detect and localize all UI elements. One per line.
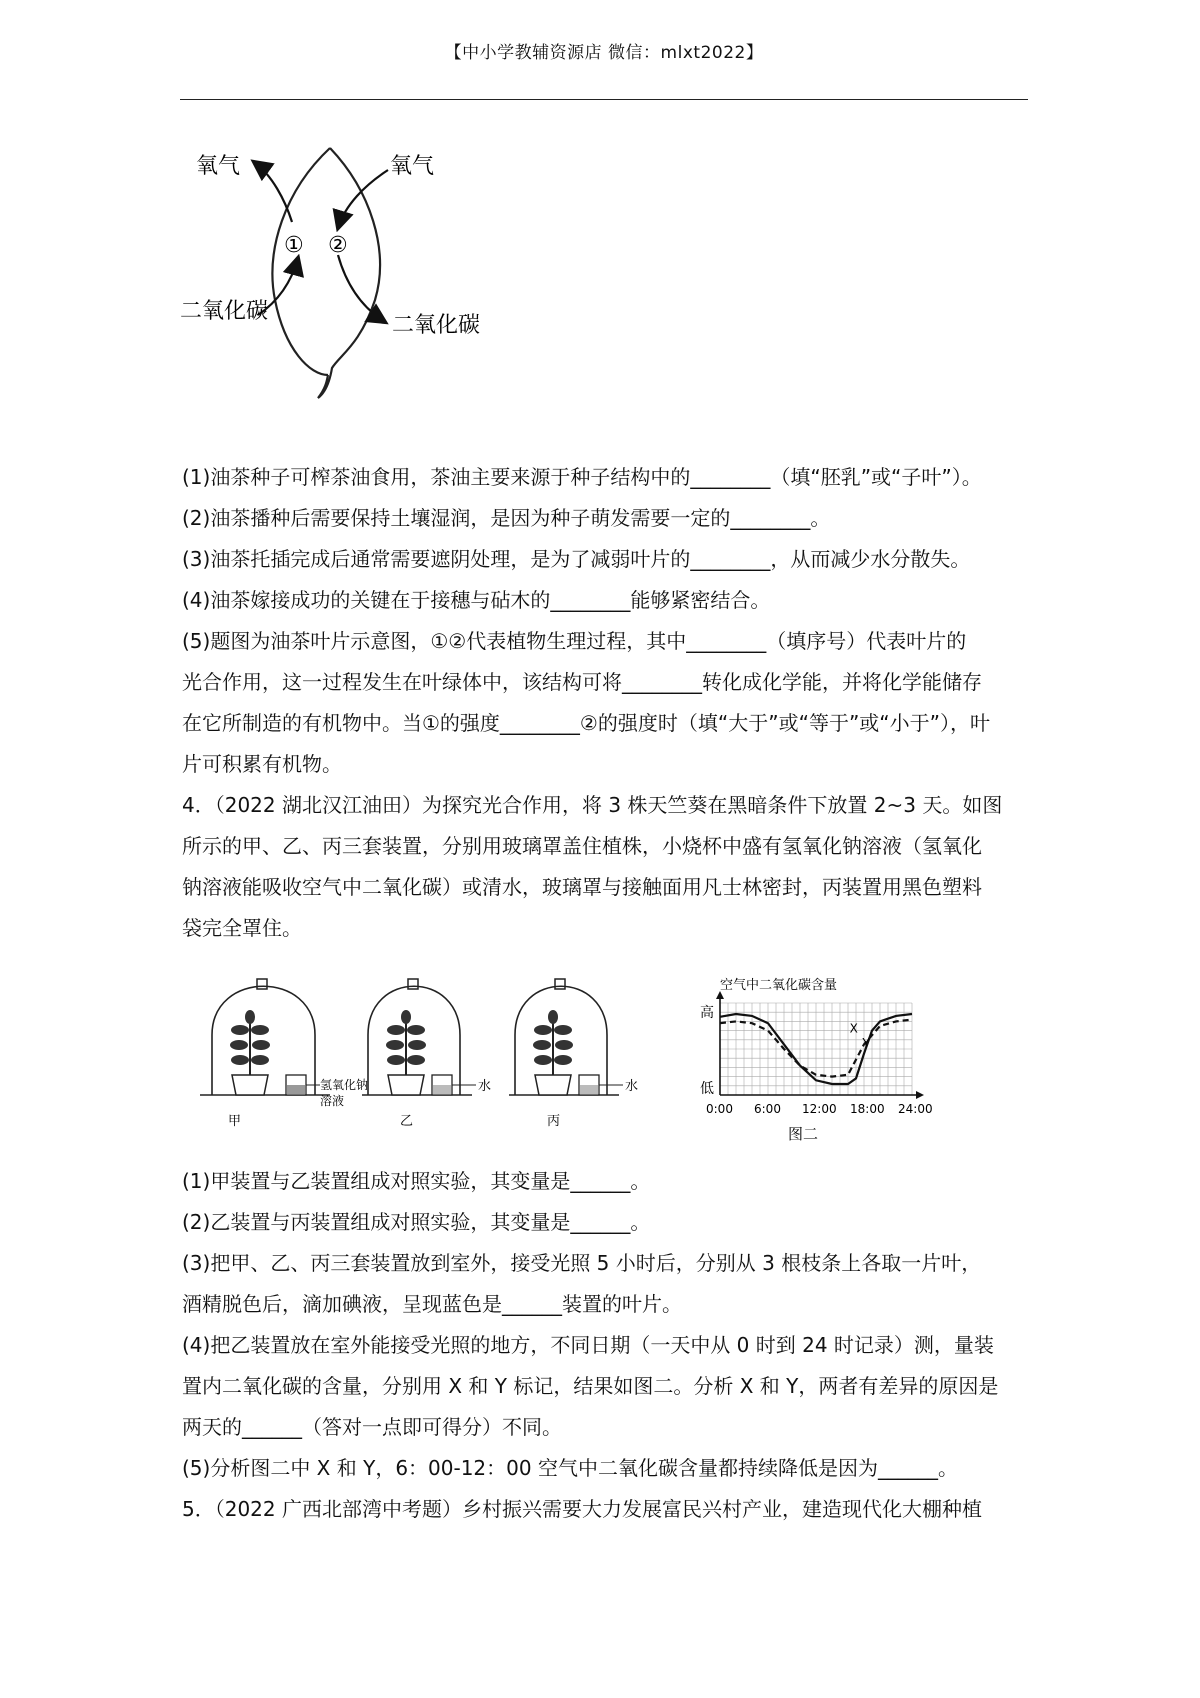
beaker-yi [432,1075,452,1095]
label-yi: 乙 [400,1114,414,1129]
q4-intro-2: 所示的甲、乙、丙三套装置，分别用玻璃罩盖住植株，小烧杯中盛有氢氧化钠溶液（氢氧化 [182,834,982,858]
q4-line-7: 两天的______（答对一点即可得分）不同。 [182,1415,562,1439]
q3-line-8: 片可积累有机物。 [182,752,342,776]
plant-bing [533,1010,573,1095]
q4-intro-3: 钠溶液能吸收空气中二氧化碳）或清水，玻璃罩与接触面用凡士林密封，丙装置用黑色塑料 [182,875,982,899]
q3-line-4: (4)油茶嫁接成功的关键在于接穗与砧木的________能够紧密结合。 [182,588,771,612]
chart-title: 空气中二氧化碳含量 [720,978,838,993]
label-co2-left: 二氧化碳 [180,299,269,324]
x-tick-label: 24:00 [898,1102,933,1116]
apparatus-jia [200,979,368,1129]
leaf-outline-right [318,148,380,398]
x-axis-arrow [916,1091,924,1099]
q3-line-5: (5)题图为油茶叶片示意图，①②代表植物生理过程，其中________（填序号）代表叶片的 [182,629,967,653]
beaker-jia [286,1075,306,1095]
plant-jia [230,1010,270,1095]
apparatus-bing [509,979,638,1129]
q5-intro-1: 5．（2022 广西北部湾中考题）乡村振兴需要大力发展富民兴村产业，建造现代化大棚种植 [182,1497,982,1521]
q4-line-5: (4)把乙装置放在室外能接受光照的地方，不同日期（一天中从 0 时到 24 时记录）测，量装 [182,1333,994,1357]
experiment-figure [200,975,1020,1153]
leaf-outline-left [272,148,330,375]
q3-line-2: (2)油茶播种后需要保持土壤湿润，是因为种子萌发需要一定的________。 [182,506,831,530]
q3-line-1: (1)油茶种子可榨茶油食用，茶油主要来源于种子结构中的________（填“胚乳”或“子叶”）。 [182,465,982,489]
label-solution-bing: 水 [625,1079,639,1094]
label-co2-right: 二氧化碳 [392,313,481,338]
x-tick-label: 18:00 [850,1102,885,1116]
beaker-bing [579,1075,599,1095]
marker-process-2: ② [328,233,348,258]
q4-line-2: (2)乙装置与丙装置组成对照实验，其变量是______。 [182,1210,651,1234]
y-tick-label-low: 低 [700,1081,714,1097]
q4-intro-4: 袋完全罩住。 [182,916,302,940]
q3-line-7: 在它所制造的有机物中。当①的强度________②的强度时（填“大于”或“等于”或“小于”），叶 [182,711,991,735]
plant-yi [386,1010,426,1095]
chart-caption: 图二 [788,1125,819,1143]
q4-line-3: (3)把甲、乙、丙三套装置放到室外，接受光照 5 小时后，分别从 3 根枝条上各取一片叶， [182,1251,982,1275]
arrow-oxygen-out [254,162,292,222]
x-tick-label: 0:00 [706,1102,733,1116]
co2-chart [700,977,933,1143]
apparatus-yi [362,979,491,1129]
header-rule [180,99,1028,100]
label-solution-jia-2: 溶液 [320,1094,345,1108]
q3-line-6: 光合作用，这一过程发生在叶绿体中，该结构可将________转化成化学能，并将化学能储存 [182,670,982,694]
label-oxygen-right: 氧气 [390,154,435,179]
arrow-oxygen-in [338,170,388,228]
q4-intro-1: 4．（2022 湖北汉江油田）为探究光合作用，将 3 株天竺葵在黑暗条件下放置 2~3 天。如图 [182,793,1003,817]
label-jia: 甲 [228,1114,242,1129]
q4-line-1: (1)甲装置与乙装置组成对照实验，其变量是______。 [182,1169,651,1193]
series-label-y: Y [862,1036,870,1051]
label-solution-jia-1: 氢氧化钠 [320,1078,369,1092]
q4-line-4: 酒精脱色后，滴加碘液，呈现蓝色是______装置的叶片。 [182,1292,682,1316]
x-tick-label: 6:00 [754,1102,781,1116]
marker-process-1: ① [284,233,304,258]
x-tick-label: 12:00 [802,1102,837,1116]
label-bing: 丙 [547,1114,561,1129]
q4-line-8: (5)分析图二中 X 和 Y，6：00-12：00 空气中二氧化碳含量都持续降低是因为______。 [182,1456,958,1480]
q3-line-3: (3)油茶托插完成后通常需要遮阴处理，是为了减弱叶片的________，从而减少水分散失。 [182,547,971,571]
q4-line-6: 置内二氧化碳的含量，分别用 X 和 Y 标记，结果如图二。分析 X 和 Y，两者有差异的原因是 [182,1374,999,1398]
y-tick-label-high: 高 [700,1005,714,1021]
series-label-x: X [849,1021,858,1036]
label-oxygen-left: 氧气 [196,154,241,179]
leaf-diagram [180,140,520,410]
chart-axes [716,991,924,1099]
page-header: 【中小学教辅资源店 微信：mlxt2022】 [444,43,764,63]
label-solution-yi: 水 [478,1079,492,1094]
